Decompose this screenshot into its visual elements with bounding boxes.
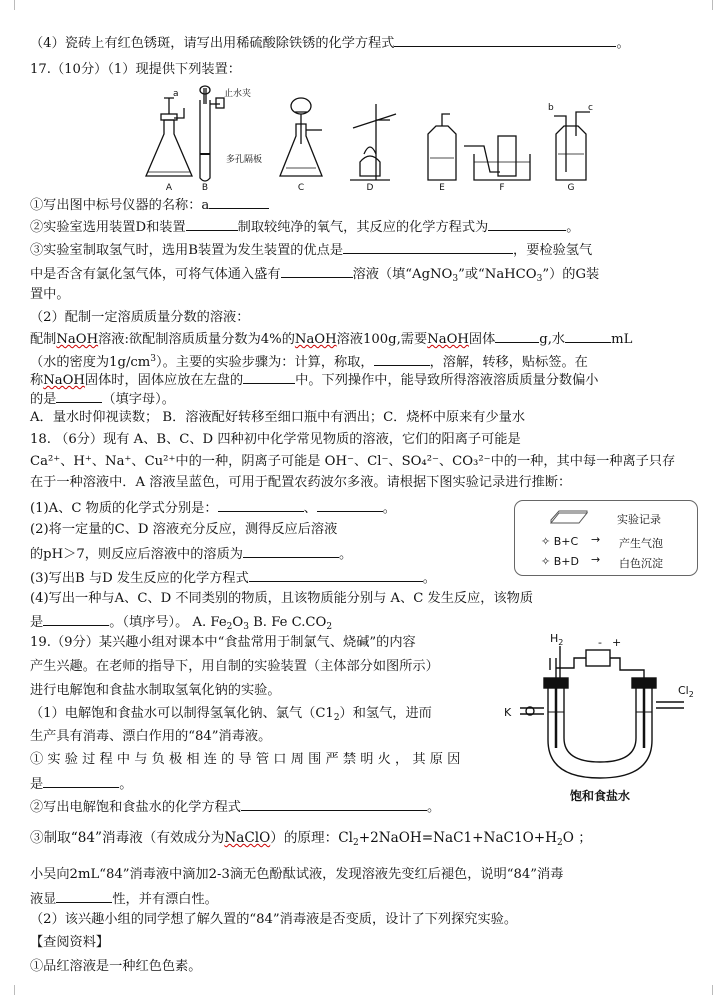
q17-p2: ②实验室选用装置D和装置 制取较纯净的氧气，其反应的化学方程式为 。 xyxy=(30,217,579,237)
q19-l13: 【查阅资料】 xyxy=(30,935,110,950)
record-row1-reactants: ✧ B+C xyxy=(541,535,579,548)
cl2-label: $Cl_2$ xyxy=(678,684,694,699)
apparatus-d xyxy=(350,104,396,180)
record-row2-reactants: ✧ B+D xyxy=(541,555,579,568)
arrow-icon: → xyxy=(591,533,601,546)
q17-p1: ①写出图中标号仪器的名称：a xyxy=(30,195,269,215)
apparatus-b xyxy=(200,86,224,181)
q19-l11: 液显 性，并有漂白性。 xyxy=(30,889,218,909)
q16-line4: （4）瓷砖上有红色锈斑，请写出用稀硫酸除铁锈的化学方程式 。 xyxy=(30,33,630,53)
svg-text:a: a xyxy=(173,89,179,99)
corner-mark-bottom-left xyxy=(4,985,15,995)
q18-l6: 的pH＞7，则反应后溶液中的溶质为 。 xyxy=(30,544,352,564)
answer-blank[interactable] xyxy=(243,370,295,384)
plus-label: + xyxy=(612,636,622,649)
apparatus-e xyxy=(428,114,456,180)
answer-blank[interactable] xyxy=(186,217,238,231)
q18-l2: Ca²⁺、H⁺、Na⁺、Cu²⁺中的一种，阴离子可能是 OH⁻、Cl⁻、SO₄²⁻、CO₃²⁻中的一种，其中每一种离子只存 xyxy=(30,454,676,469)
minus-label: - xyxy=(598,636,602,649)
q17-s3: 称NaOH固体时，固体应放在左盘的 中。下列操作中，能导致所得溶液溶质质量分数偏小 xyxy=(30,370,598,390)
q18-l4: (1)A、C 物质的化学式分别是： 、 。 xyxy=(30,498,396,518)
q19-l9: ③制取“84”消毒液（有效成分为NaClO）的原理：$Cl_2+2NaOH=NaC1+NaC1O+H_2O$ ； xyxy=(30,830,592,848)
q19-l5: 生产具有消毒、漂白作用的“84”消毒液。 xyxy=(30,729,272,744)
answer-blank[interactable] xyxy=(209,195,269,209)
q19-l3: 进行电解饱和食盐水制取氢氧化钠的实验。 xyxy=(30,683,281,698)
q18-l8: (4)写出一种与A、C、D 不同类别的物质，且该物质能分别与 A、C 发生反应，该物质 xyxy=(30,591,534,606)
solution-label: 饱和食盐水 xyxy=(569,789,631,803)
answer-blank[interactable] xyxy=(495,329,539,343)
q19-l6: ① 实 验 过 程 中 与 负 极 相 连 的 导 管 口 周 围 严 禁 明 火 ， 其 原 因 xyxy=(30,752,461,767)
q18-l3: 在于一种溶液中．A 溶液呈蓝色，可用于配置农药波尔多液。请根据下图实验记录进行推断： xyxy=(30,475,572,490)
label-c: C xyxy=(297,183,305,193)
answer-blank[interactable] xyxy=(56,389,102,403)
q17-p3-end: 置中。 xyxy=(30,287,70,302)
k-label: K xyxy=(504,706,512,719)
answer-blank[interactable] xyxy=(281,264,353,278)
label-g: G xyxy=(567,183,575,193)
answer-blank[interactable] xyxy=(241,797,427,811)
q17-s2: （水的密度为$1g/cm^3$）。主要的实验步骤为：计算，称取， ，溶解，转移，贴标签。在 xyxy=(30,354,588,370)
q18-l9: 是 。（填序号）。 A. $Fe_2O_3$ B. Fe $C.CO_2$ xyxy=(30,612,332,636)
record-title: 实验记录 xyxy=(617,513,661,526)
apparatus-g xyxy=(554,112,590,180)
apparatus-figure xyxy=(128,84,598,194)
svg-text:b: b xyxy=(548,103,554,113)
answer-blank[interactable] xyxy=(249,568,423,582)
label-d: D xyxy=(366,183,374,193)
label-e: E xyxy=(439,183,445,193)
answer-blank[interactable] xyxy=(488,217,566,231)
apparatus-a xyxy=(146,98,192,176)
answer-blank[interactable] xyxy=(565,329,611,343)
q18-l7: (3)写出B 与D 发生反应的化学方程式 。 xyxy=(30,568,436,588)
q19-l4: （1）电解饱和食盐水可以制得氢氧化钠、氯气$(C1_2)$和氢气，进而 xyxy=(30,706,432,723)
q19-l14: ①品红溶液是一种红色色素。 xyxy=(30,959,202,974)
corner-mark-top-left xyxy=(4,0,15,10)
q18-l1: 18. （6分）现有 A、B、C、D 四种初中化学常见物质的溶液，它们的阳离子可能是 xyxy=(30,432,521,447)
svg-text:c: c xyxy=(588,103,593,113)
q17-p3-cont: 中是否含有氯化氢气体，可将气体通入盛有 溶液（填“AgNO$_3$”或“NaHCO$_3$”）的G装 xyxy=(30,264,599,288)
q17-header: 17.（10分）（1）现提供下列装置： xyxy=(30,62,241,77)
q17-p3: ③实验室制取氢气时，选用B装置为发生装置的优点是 ，要检验氢气 xyxy=(30,240,592,260)
answer-blank[interactable] xyxy=(43,774,119,788)
record-row1-result: 产生气泡 xyxy=(619,537,663,550)
label-f: F xyxy=(499,183,505,193)
label-b: B xyxy=(201,183,209,193)
arrow-icon: → xyxy=(591,553,601,566)
answer-blank[interactable] xyxy=(343,240,513,254)
q17-options: A．量水时仰视读数； B．溶液配好转移至细口瓶中有洒出；C．烧杯中原来有少量水 xyxy=(30,410,526,425)
answer-blank[interactable] xyxy=(374,352,430,366)
answer-blank[interactable] xyxy=(243,544,339,558)
h2-label: $H_2$ xyxy=(550,632,564,647)
answer-blank[interactable] xyxy=(218,498,304,512)
q17-part2: （2）配制一定溶质质量分数的溶液： xyxy=(30,310,250,325)
label-a: A xyxy=(165,183,173,193)
corner-mark-top-right xyxy=(712,0,723,10)
answer-blank[interactable] xyxy=(43,612,109,626)
q17-s1: 配制NaOH溶液:欲配制溶质质量分数为4%的NaOH溶液100g,需要NaOH固体 g,水 mL xyxy=(30,329,632,349)
answer-blank[interactable] xyxy=(56,889,112,903)
apparatus-f xyxy=(464,136,530,180)
answer-blank[interactable] xyxy=(394,33,616,47)
notebook-icon xyxy=(549,509,589,525)
q19-l1: 19.（9分）某兴趣小组对课本中“食盐常用于制氯气、烧碱”的内容 xyxy=(30,635,416,650)
q19-l12: （2）该兴趣小组的同学想了解久置的“84”消毒液是否变质，设计了下列探究实验。 xyxy=(30,912,518,927)
q19-l10: 小吴向2mL“84”消毒液中滴加2-3滴无色酚酞试液，发现溶液先变红后褪色，说明“84”消毒 xyxy=(30,867,564,882)
apparatus-c xyxy=(280,98,322,176)
record-row2-result: 白色沉淀 xyxy=(619,557,663,570)
svg-text:多孔隔板: 多孔隔板 xyxy=(226,155,263,165)
q17-s4: 的是 （填字母）。 xyxy=(30,389,175,409)
q18-l5: (2)将一定量的C、D 溶液充分反应，测得反应后溶液 xyxy=(30,522,338,537)
q19-l7: 是 。 xyxy=(30,774,132,794)
answer-blank[interactable] xyxy=(317,498,383,512)
experiment-record-box xyxy=(514,500,698,576)
electrolysis-figure xyxy=(500,628,700,808)
q19-l2: 产生兴趣。在老师的指导下，用自制的实验装置（主体部分如图所示） xyxy=(30,659,439,674)
corner-mark-bottom-right xyxy=(712,985,723,995)
q19-l8: ②写出电解饱和食盐水的化学方程式 。 xyxy=(30,797,440,817)
svg-text:止水夹: 止水夹 xyxy=(224,89,252,99)
